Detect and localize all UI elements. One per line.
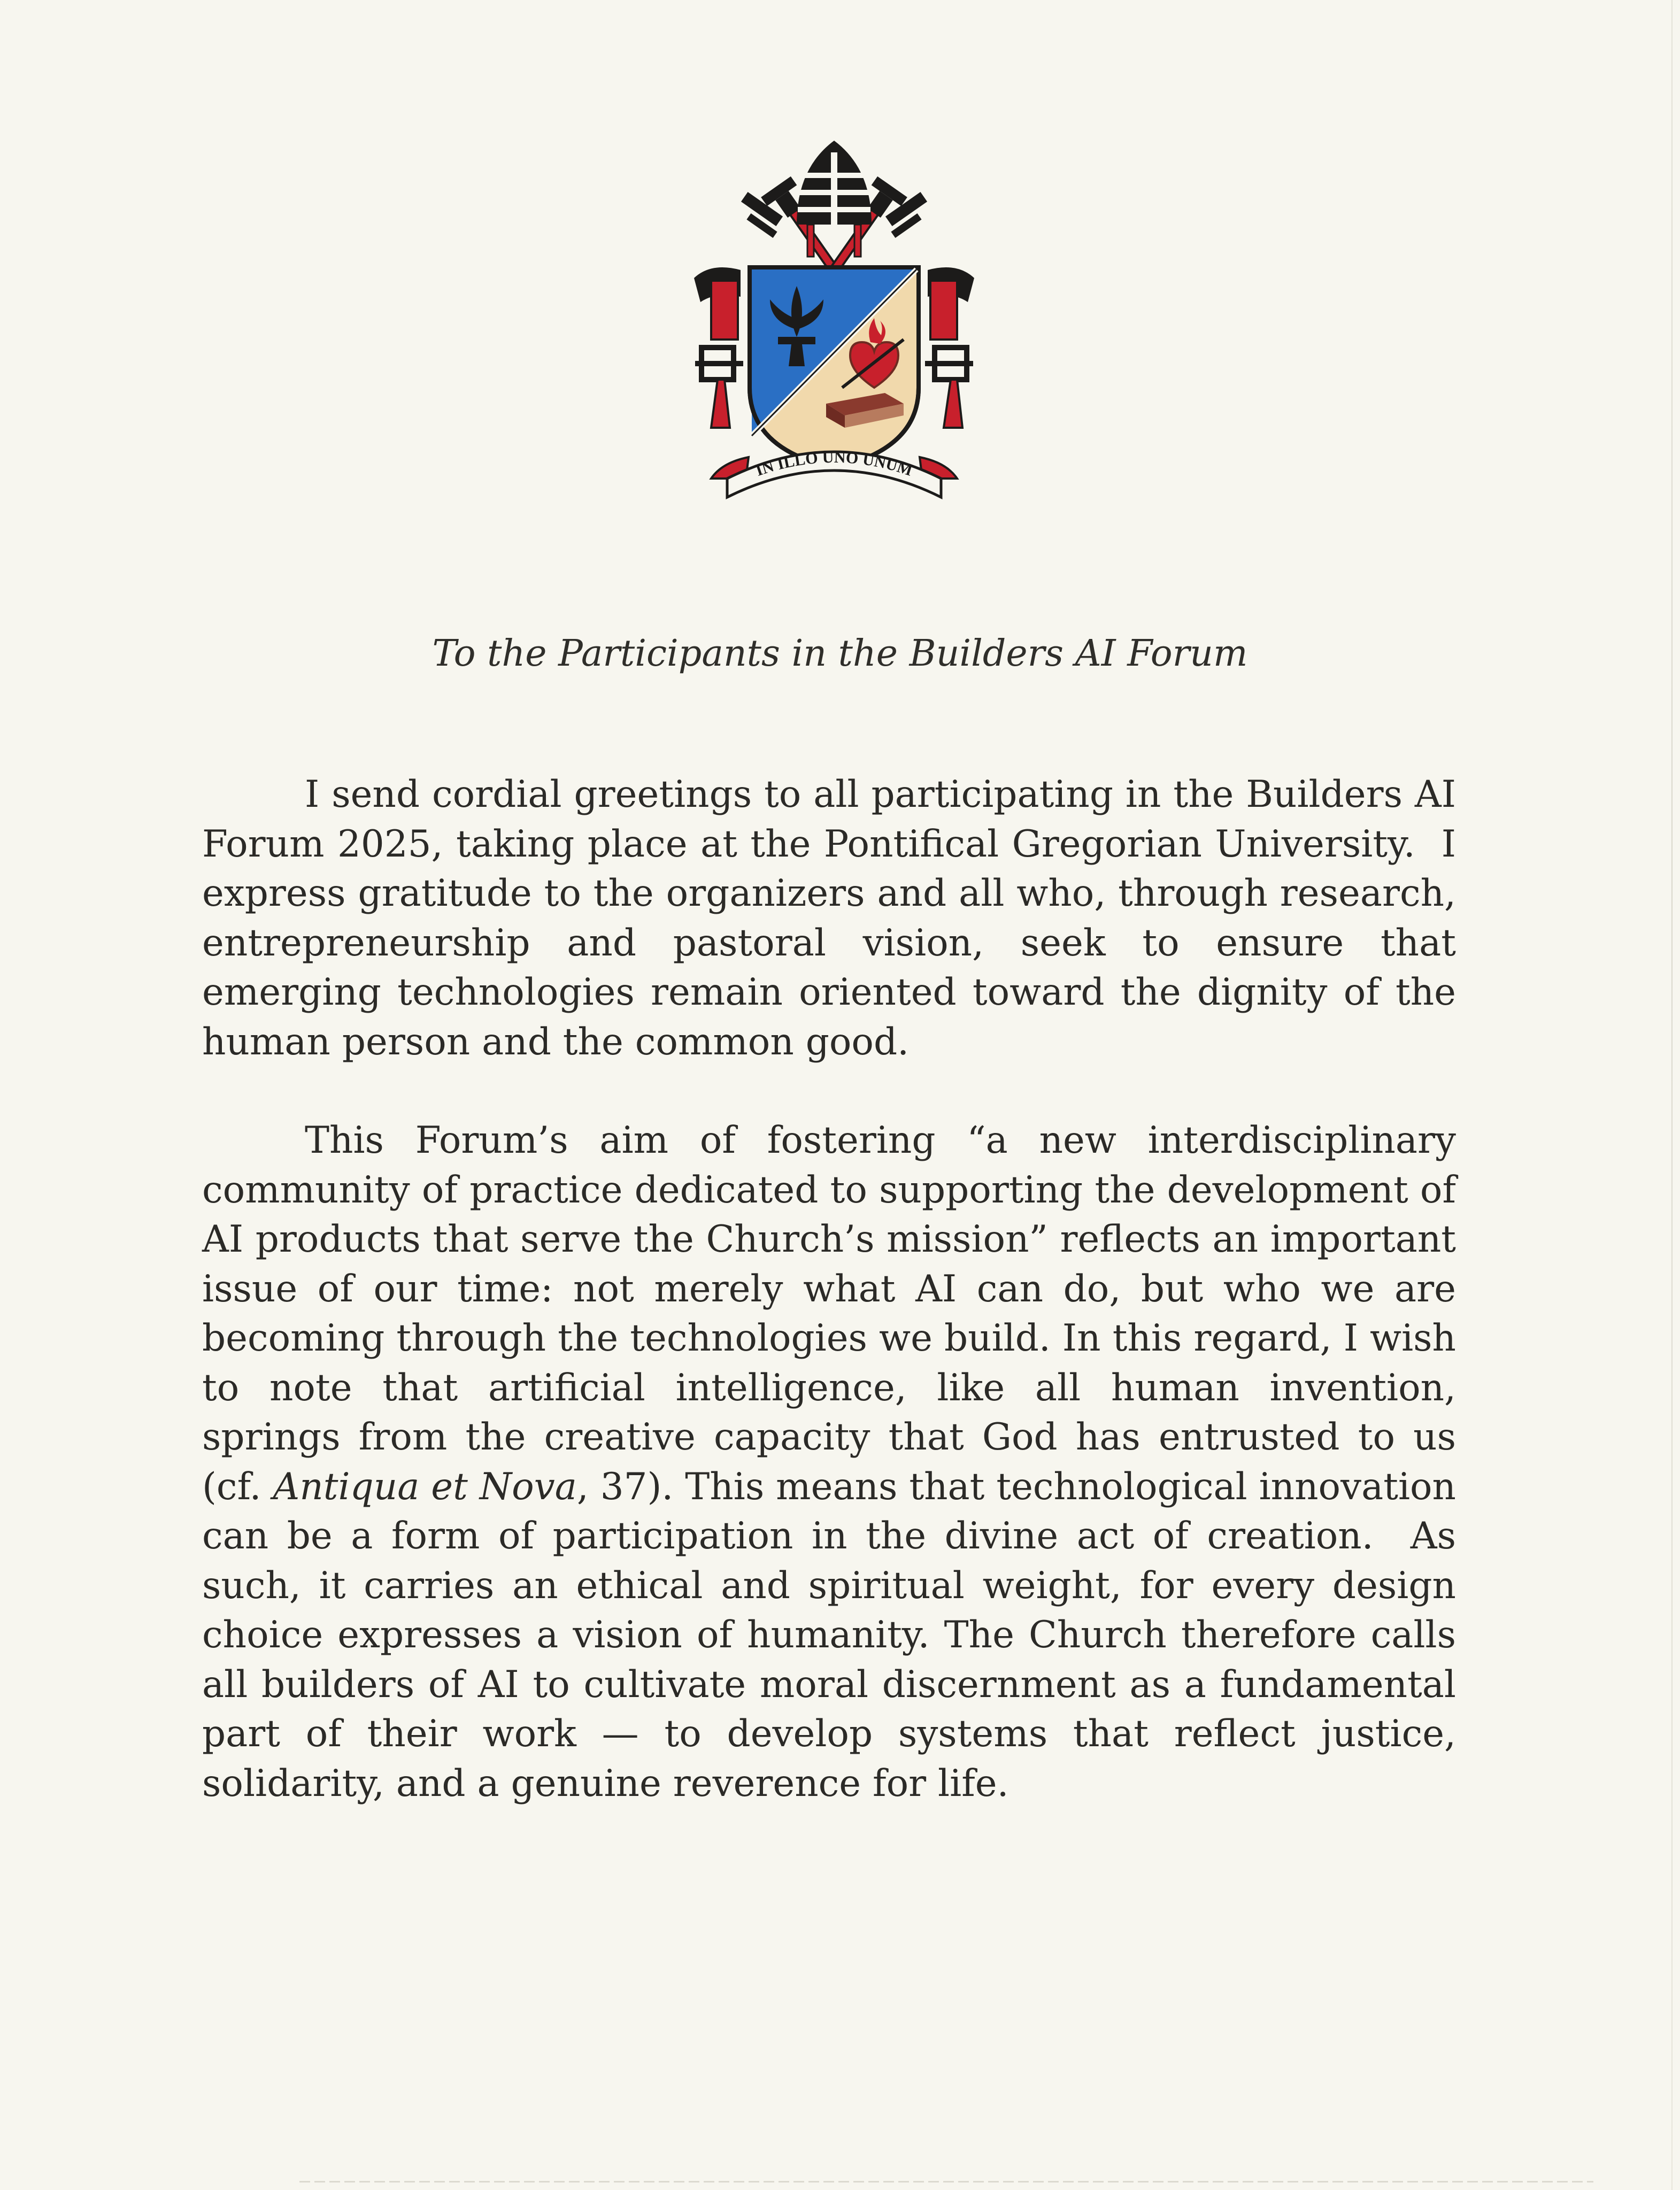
motto-ribbon [711,449,957,497]
document-citation: Antiqua et Nova [273,1465,577,1508]
page-edge-right [1671,0,1673,2190]
letter-body [202,770,1456,1808]
paragraph-2-start: This Forum’s aim of fostering “a new interdisciplinary community of practice dedicated to supporting the development of AI products that serve the Church’s mission” reflects an important issue of our time: not merely what AI can do, but who we are becoming through the technologies we build. In this regard, I wish to note that artificial intelligence, like all human invention, springs from the creative capacity that God has entrusted to us (cf. [202,1119,1456,1508]
paragraph-1: I send cordial greetings to all participating in the Builders AI Forum 2025, taking place at the Pontifical Gregorian University. I express gratitude to the organizers and all who, through research, entrepreneurship and pastoral vision, seek to ensure that emerging technologies remain oriented toward the dignity of the human person and the common good. [202,773,1456,1063]
letter-salutation: To the Participants in the Builders AI Forum [432,633,1248,675]
papal-coat-of-arms [690,136,978,511]
paragraph-2 [202,1116,1456,1808]
mitre-icon [797,141,872,257]
page-edge-bottom [299,2181,1593,2183]
motto-text: IN ILLO UNO UNUM [753,448,915,480]
shield [750,267,919,468]
paragraph-2-end: , 37). This means that technological innovation can be a form of participation in the divine act of creation. As such, it carries an ethical and spiritual weight, for every design choice expresses a vision of humanity. The Church therefore calls all builders of AI to cultivate moral discernment as a fundamental part of their work — to develop systems that reflect justice, solidarity, and a genuine reverence for life. [202,1465,1456,1805]
